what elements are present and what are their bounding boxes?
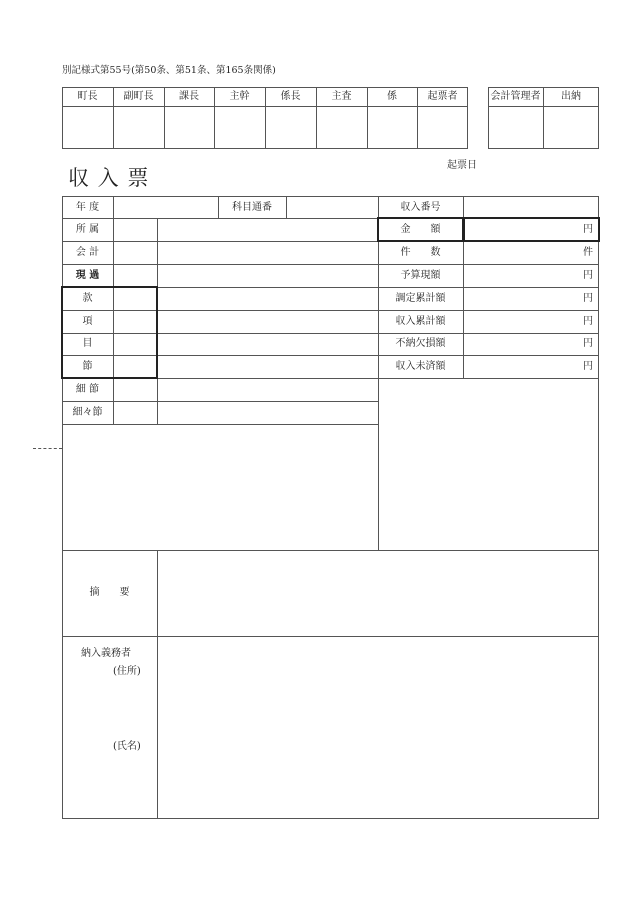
received-total-unit: 円	[583, 315, 593, 327]
count-unit: 件	[583, 246, 593, 258]
subject-serial-label: 科目通番	[232, 201, 272, 213]
uncollectible-unit: 円	[583, 338, 593, 349]
amount-unit: 円	[583, 223, 593, 235]
department-label: 所 属	[75, 223, 100, 235]
amount-label: 金 額	[400, 223, 441, 235]
approval-label-chief-officer: 主幹	[229, 91, 250, 102]
payer-address-label: (住所)	[113, 666, 141, 677]
current-budget-label: 予算現額	[400, 269, 441, 281]
moku-label: 目	[82, 338, 93, 349]
assessed-total-label: 調定累計額	[395, 292, 446, 304]
assessed-total-unit: 円	[583, 292, 593, 304]
kan-label: 款	[82, 292, 93, 304]
row-line	[62, 424, 378, 425]
form-reference: 別記様式第55号(第50条、第51条、第165条関係)	[62, 65, 276, 76]
approval-label-accounting-manager: 会計管理者	[490, 91, 541, 102]
summary-label: 摘 要	[89, 587, 130, 598]
approval-label-mayor: 町長	[77, 91, 98, 102]
col-line	[157, 550, 158, 819]
approval-label-drafter: 起票者	[427, 91, 458, 102]
approval-label-deputy-mayor: 副町長	[123, 91, 154, 102]
sub-setsu-label: 細 節	[75, 383, 100, 395]
outstanding-label: 収入未済額	[395, 360, 446, 372]
approval-label-cashier: 出納	[561, 91, 581, 102]
col-line	[113, 196, 114, 218]
account-label: 会 計	[75, 246, 100, 258]
payer-name-label: (氏名)	[113, 741, 141, 752]
sub-sub-setsu-label: 細々節	[72, 406, 103, 418]
receipt-number-label: 収入番号	[400, 201, 441, 213]
drafted-date-label: 起票日	[447, 160, 477, 171]
current-past-label: 現 過	[75, 269, 100, 281]
current-budget-unit: 円	[583, 269, 593, 281]
approval-label-staff: 係	[387, 91, 397, 102]
col-line	[286, 196, 287, 218]
uncollectible-label: 不納欠損額	[395, 338, 446, 349]
approval-label-senior-staff: 主査	[331, 91, 352, 102]
fold-mark	[33, 448, 62, 449]
row-line	[62, 636, 599, 637]
approval-label-section-chief: 課長	[179, 91, 199, 102]
setsu-label: 節	[82, 360, 93, 372]
approval-label-subsection-chief: 係長	[280, 91, 301, 102]
received-total-label: 収入累計額	[395, 315, 446, 327]
outstanding-unit: 円	[583, 360, 593, 372]
fiscal-year-label: 年 度	[75, 201, 100, 213]
kou-label: 項	[82, 315, 93, 327]
count-label: 件 数	[400, 246, 441, 258]
form-title: 収 入 票	[68, 166, 150, 190]
payer-label: 納入義務者	[81, 648, 131, 659]
